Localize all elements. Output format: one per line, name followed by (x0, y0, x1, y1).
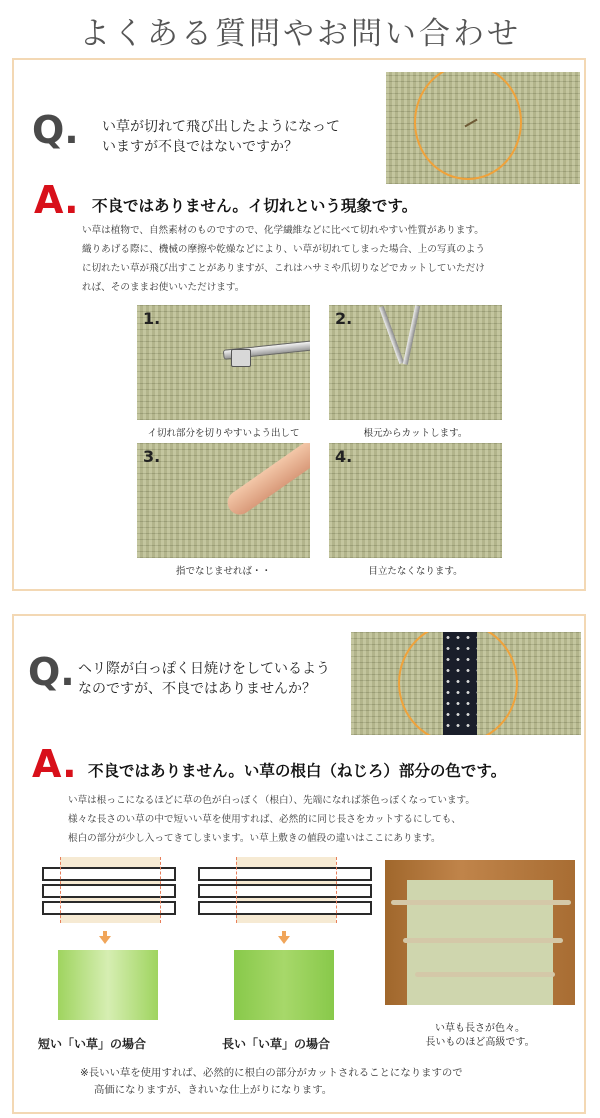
rush-bundle (391, 900, 571, 905)
step-number: 2. (335, 309, 353, 328)
faq1-question (102, 117, 392, 157)
rush-bundle (403, 938, 563, 943)
step-number: 4. (335, 447, 353, 466)
highlight-circle (414, 72, 522, 180)
down-arrow-icon (99, 936, 111, 944)
step-caption-2: 根元からカットします。 (363, 428, 468, 439)
step-caption-3: 指でなじませれば・・ (175, 566, 271, 577)
faq2-note-line-2: 高価になりますが、きれいな仕上がりになります。 (94, 1084, 333, 1096)
rush-bundle (415, 972, 555, 977)
step-photo-2 (329, 305, 502, 420)
faq2-tatami-photo (351, 632, 581, 735)
step-number: 1. (143, 309, 161, 328)
faq2-body (68, 791, 578, 848)
faq1-body-line-3: に切れたい草が飛び出すことがありますが、これはハサミや爪切りなどでカットしていただけ (82, 263, 485, 274)
rush-photo-caption-line-1: い草も長さが色々。 (435, 1023, 525, 1034)
cut-line-left (236, 857, 237, 923)
rush-strip (198, 901, 372, 915)
step-photo-3 (137, 443, 310, 558)
rush-strip (198, 884, 372, 898)
cut-line-left (60, 857, 61, 923)
faq2-question-line-2: なのですが、不良ではありませんか？ (78, 681, 316, 697)
faq1-body-line-4: れば、そのままお使いいただけます。 (82, 282, 245, 293)
faq2-body-line-1: い草は根っこになるほどに草の色が白っぽく（根白）、先端になれば茶色っぽくなっています。 (68, 795, 475, 806)
faq2-question (78, 659, 358, 699)
step-caption-1: イ切れ部分を切りやすいよう出して (147, 428, 300, 439)
nail-clipper-head (231, 349, 251, 367)
diagram-long-rush (196, 855, 376, 1021)
scissors-blade-left (379, 306, 404, 364)
diagram-short-caption: 短い「い草」の場合 (38, 1037, 147, 1051)
faq2-note-line-1: ※長いい草を使用すれば、必然的に根白の部分がカットされることになりますので (80, 1067, 463, 1079)
faq2-question-line-1: ヘリ際が白っぽく日焼けをしているよう (78, 661, 330, 677)
rush-strip (198, 867, 372, 881)
faq1-body-line-2: 織りあげる際に、機械の摩擦や乾燥などにより、い草が切れてしまった場合、上の写真のよう (82, 244, 485, 255)
faq1-question-line-1: い草が切れて飛び出したようになって (102, 119, 340, 135)
page-title: よくある質問やお問い合わせ (79, 16, 521, 52)
step-number: 3. (143, 447, 161, 466)
step-photo-1 (137, 305, 310, 420)
rush-photo-caption-line-2: 長いものほど高級です。 (425, 1037, 535, 1048)
rush-strip (42, 884, 176, 898)
cut-line-right (160, 857, 161, 923)
scissors-blade-right (403, 305, 420, 365)
finger-illustration (223, 443, 310, 519)
faq1-body-line-1: い草は植物で、自然素材のものですので、化学繊維などに比べて切れやすい性質があります。 (82, 225, 484, 236)
cut-line-right (336, 857, 337, 923)
faq2-body-line-2: 様々な長さのい草の中で短いい草を使用すれば、必然的に同じ長さをカットするにしても、 (68, 814, 461, 825)
rush-length-photo (385, 860, 575, 1005)
step-caption-4: 目立たなくなります。 (368, 566, 463, 577)
faq2-answer-heading: 不良ではありません。い草の根白（ねじろ）部分の色です。 (88, 762, 507, 780)
faq1-tatami-photo (386, 72, 580, 184)
faq1-q-mark: Q. (32, 108, 79, 152)
faq1-a-mark: A. (34, 178, 79, 222)
down-arrow-icon (278, 936, 290, 944)
faq2-body-line-3: 根白の部分が少し入ってきてしまいます。い草上敷きの値段の違いはここにあります。 (68, 833, 441, 844)
result-color-box (234, 950, 334, 1020)
step-photo-4 (329, 443, 502, 558)
rush-photo-caption (405, 1022, 555, 1050)
faq2-q-mark: Q. (28, 650, 75, 694)
diagram-short-rush (40, 855, 180, 1021)
rush-strip (42, 867, 176, 881)
diagram-long-caption: 長い「い草」の場合 (222, 1037, 331, 1051)
highlight-circle (398, 632, 518, 735)
faq2-a-mark: A. (32, 742, 77, 786)
faq1-answer-heading: 不良ではありません。イ切れという現象です。 (92, 197, 418, 215)
faq2-note (80, 1065, 580, 1099)
faq1-question-line-2: いますが不良ではないですか？ (102, 139, 298, 155)
rush-strip (42, 901, 176, 915)
result-color-box (58, 950, 158, 1020)
faq1-body (82, 221, 582, 297)
